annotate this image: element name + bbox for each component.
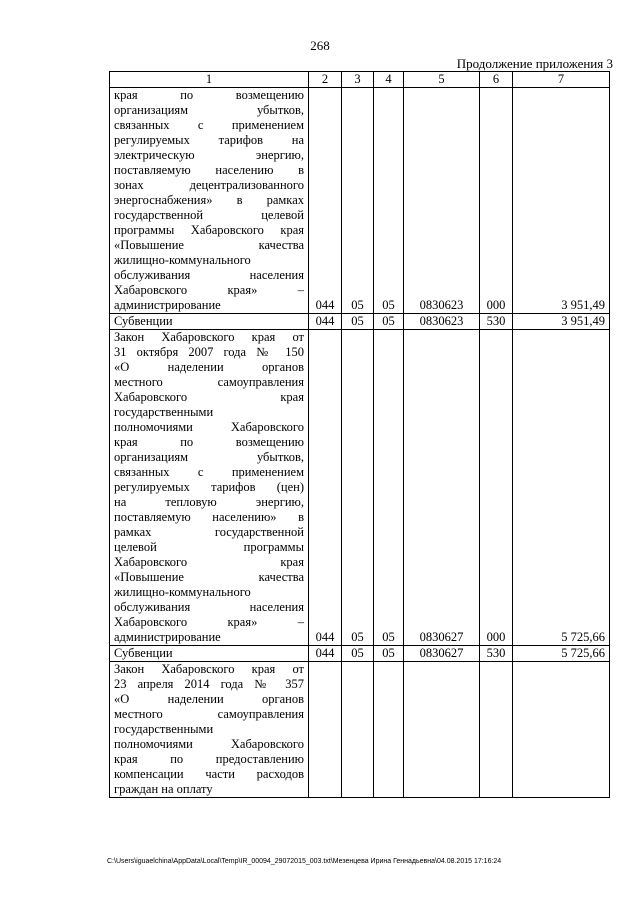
subsection-code-cell — [374, 662, 404, 798]
target-article-code-cell: 0830627 — [404, 330, 480, 646]
description-line: государственными — [114, 405, 214, 419]
description-line: «Повышение качества — [114, 238, 304, 252]
target-article-code-cell: 0830623 — [404, 314, 480, 330]
description-line: Хабаровского края — [114, 390, 304, 404]
description-line: Хабаровского края — [114, 555, 304, 569]
admin-code-cell — [309, 662, 342, 798]
budget-table — [109, 71, 610, 798]
description-line: электрическую энергию, — [114, 148, 304, 162]
description-line: граждан на оплату — [114, 782, 213, 796]
footer-path: C:\Users\iguaelchina\AppData\Local\Temp\IR_00094_29072015_003.txt\Мезенцева Ирина Геннадьевна\04.08.2015 17:16:24 — [107, 858, 502, 865]
description-line: целевой программы — [114, 540, 304, 554]
continuation-label: Продолжение приложения 3 — [456, 56, 613, 71]
row-description — [110, 88, 309, 314]
section-code-cell: 05 — [342, 314, 374, 330]
expense-type-code-cell: 000 — [480, 88, 513, 314]
row-description — [110, 662, 309, 798]
admin-code-cell: 044 — [309, 646, 342, 662]
description-line: связанных с применением — [114, 465, 304, 479]
admin-code-cell: 044 — [309, 314, 342, 330]
target-article-code-cell — [404, 662, 480, 798]
amount-cell: 3 951,49 — [513, 314, 610, 330]
description-line: государственной целевой — [114, 208, 304, 222]
description-line: Хабаровского края» – — [114, 615, 304, 629]
description-line: «Повышение качества — [114, 570, 304, 584]
table-row — [110, 330, 610, 646]
section-code-cell — [342, 662, 374, 798]
description-line: энергоснабжения» в рамках — [114, 193, 304, 207]
subsection-code-cell: 05 — [374, 88, 404, 314]
table-body — [110, 88, 610, 798]
expense-type-code-cell: 530 — [480, 646, 513, 662]
description-line: местного самоуправления — [114, 375, 304, 389]
table-row — [110, 314, 610, 330]
admin-code-cell: 044 — [309, 330, 342, 646]
description-line: края по предоставлению — [114, 752, 304, 766]
description-line: полномочиями Хабаровского — [114, 420, 304, 434]
description-line: «О наделении органов — [114, 360, 304, 374]
page-number: 268 — [310, 38, 330, 53]
header-cell-3: 3 — [342, 72, 374, 88]
description-line: государственными — [114, 722, 214, 736]
section-code-cell: 05 — [342, 88, 374, 314]
description-line: жилищно-коммунального — [114, 585, 251, 599]
target-article-code-cell: 0830627 — [404, 646, 480, 662]
description-line: связанных с применением — [114, 118, 304, 132]
table-row — [110, 646, 610, 662]
subsection-code-cell: 05 — [374, 330, 404, 646]
description-line: на тепловую энергию, — [114, 495, 304, 509]
description-line: компенсации части расходов — [114, 767, 304, 781]
table-row — [110, 88, 610, 314]
description-line: администрирование — [114, 298, 221, 312]
amount-cell: 5 725,66 — [513, 646, 610, 662]
description-line: 23 апреля 2014 года № 357 — [114, 677, 304, 691]
row-description — [110, 646, 309, 662]
description-line: «О наделении органов — [114, 692, 304, 706]
description-line: края по возмещению — [114, 88, 304, 102]
description-line: организациям убытков, — [114, 450, 304, 464]
description-line: рамках государственной — [114, 525, 304, 539]
description-line: Закон Хабаровского края от — [114, 330, 304, 344]
section-code-cell: 05 — [342, 646, 374, 662]
expense-type-code-cell — [480, 662, 513, 798]
subsection-code-cell: 05 — [374, 314, 404, 330]
subsection-code-cell: 05 — [374, 646, 404, 662]
expense-type-code-cell: 000 — [480, 330, 513, 646]
admin-code-cell: 044 — [309, 88, 342, 314]
row-description — [110, 314, 309, 330]
description-line: зонах децентрализованного — [114, 178, 304, 192]
header-cell-5: 5 — [404, 72, 480, 88]
description-line: Хабаровского края» – — [114, 283, 304, 297]
amount-cell — [513, 662, 610, 798]
description-line: 31 октября 2007 года № 150 — [114, 345, 304, 359]
description-line: регулируемых тарифов на — [114, 133, 304, 147]
row-description — [110, 330, 309, 646]
description-line: полномочиями Хабаровского — [114, 737, 304, 751]
target-article-code-cell: 0830623 — [404, 88, 480, 314]
header-cell-4: 4 — [374, 72, 404, 88]
description-line: Субвенции — [114, 314, 173, 328]
description-line: Закон Хабаровского края от — [114, 662, 304, 676]
header-cell-7: 7 — [513, 72, 610, 88]
description-line: обслуживания населения — [114, 268, 304, 282]
description-line: регулируемых тарифов (цен) — [114, 480, 304, 494]
description-line: края по возмещению — [114, 435, 304, 449]
expense-type-code-cell: 530 — [480, 314, 513, 330]
description-line: местного самоуправления — [114, 707, 304, 721]
description-line: Субвенции — [114, 646, 173, 660]
description-line: поставляемую населению в — [114, 163, 304, 177]
header-cell-1: 1 — [110, 72, 309, 88]
amount-cell: 3 951,49 — [513, 88, 610, 314]
description-line: администрирование — [114, 630, 221, 644]
description-line: обслуживания населения — [114, 600, 304, 614]
header-cell-2: 2 — [309, 72, 342, 88]
description-line: организациям убытков, — [114, 103, 304, 117]
description-line: жилищно-коммунального — [114, 253, 251, 267]
amount-cell: 5 725,66 — [513, 330, 610, 646]
header-row — [110, 72, 610, 88]
table-row — [110, 662, 610, 798]
description-line: поставляемую населению» в — [114, 510, 304, 524]
description-line: программы Хабаровского края — [114, 223, 304, 237]
header-cell-6: 6 — [480, 72, 513, 88]
section-code-cell: 05 — [342, 330, 374, 646]
